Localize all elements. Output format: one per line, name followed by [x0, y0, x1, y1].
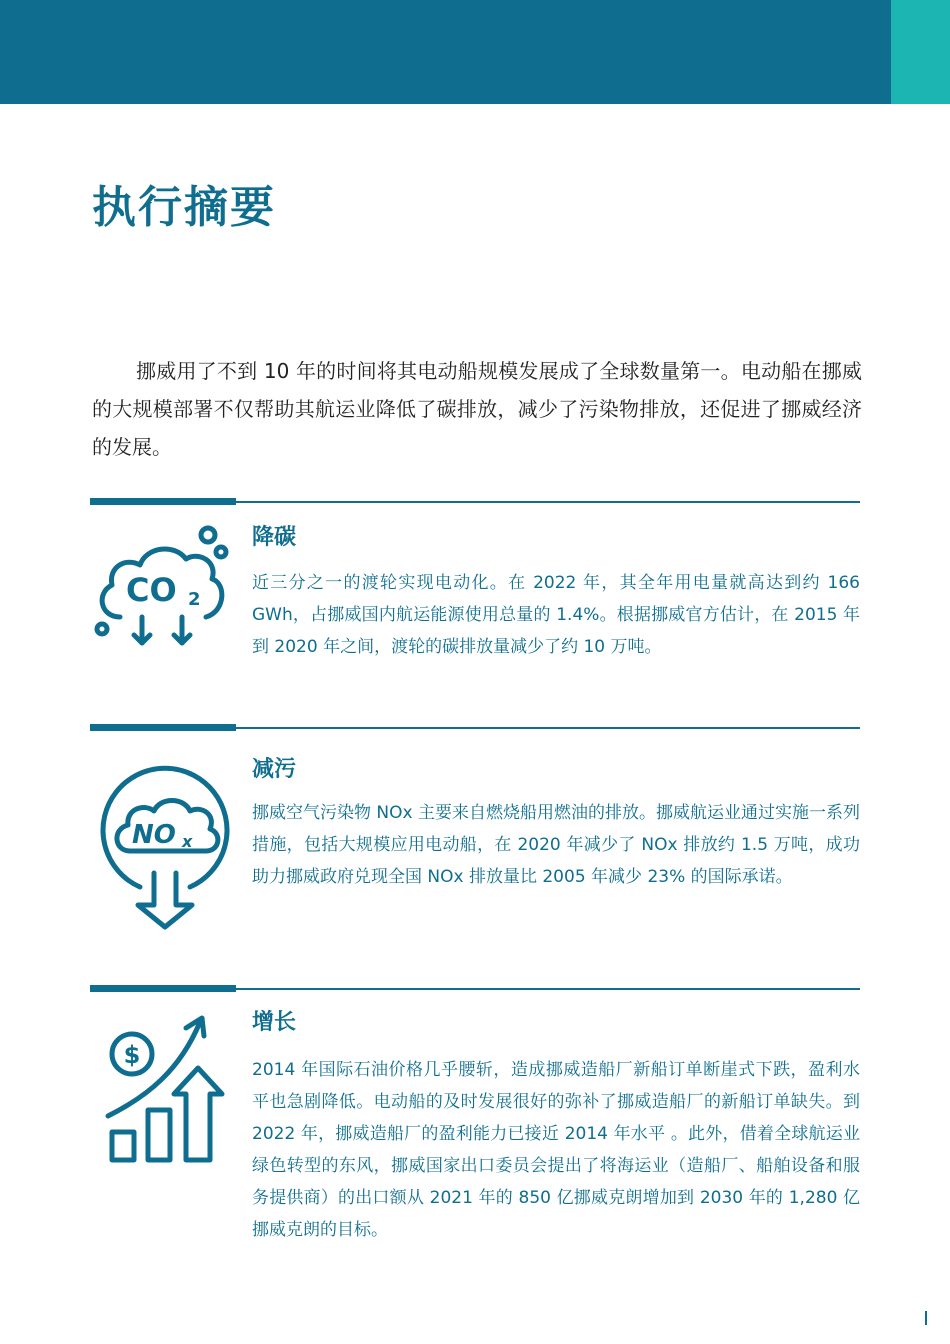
- section-divider-accent: [90, 985, 236, 992]
- intro-paragraph: 挪威用了不到 10 年的时间将其电动船规模发展成了全球数量第一。电动船在挪威的大规模部署不仅帮助其航运业降低了碳排放，减少了污染物排放，还促进了挪威经济的发展。: [92, 359, 862, 459]
- page-title: 执行摘要: [92, 182, 276, 233]
- co2-cloud-icon: [90, 521, 240, 651]
- section-body: 近三分之一的渡轮实现电动化。在 2022 年，其全年用电量就高达到约 166 GWh，占挪威国内航运能源使用总量的 1.4%。根据挪威官方估计，在 2015 年到 2020 年之间，渡轮的碳排放量减少了约 10 万吨。: [252, 573, 860, 657]
- growth-chart-icon: [90, 1014, 240, 1170]
- section-divider-accent: [90, 724, 236, 731]
- section-divider-accent: [90, 498, 236, 505]
- header-band: [0, 0, 891, 104]
- nox-icon-subscript: x: [182, 832, 193, 851]
- header-accent-block: [891, 0, 950, 104]
- nox-icon-label: NO: [132, 820, 176, 850]
- dollar-icon-label: $: [123, 1041, 141, 1069]
- nox-reduction-icon: [90, 755, 240, 931]
- section-body: 挪威空气污染物 NOx 主要来自燃烧船用燃油的排放。挪威航运业通过实施一系列措施，包括大规模应用电动船，在 2020 年减少了 NOx 排放约 1.5 万吨，成功助力挪威政府兑现全国 NOx 排放量比 2005 年减少 23% 的国际承诺。: [252, 803, 860, 887]
- co2-icon-subscript: 2: [188, 589, 201, 610]
- co2-icon-label: CO: [126, 571, 177, 609]
- section-body: 2014 年国际石油价格几乎腰斩，造成挪威造船厂新船订单断崖式下跌，盈利水平也急剧降低。电动船的及时发展很好的弥补了挪威造船厂的新船订单缺失。到 2022 年，挪威造船厂的盈利能力已接近 2014 年水平 。此外，借着全球航运业绿色转型的东风，挪威国家出口委员会提出了将海运业（造船厂、船舶设备和服务提供商）的出口额从 2021 年的 850 亿挪威克朗增加到 2030 年的 1,280 亿挪威克朗的目标。: [252, 1060, 860, 1240]
- section-heading: 降碳: [252, 525, 297, 550]
- page-marker: [925, 1311, 927, 1325]
- section-heading: 增长: [252, 1010, 297, 1035]
- section-heading: 减污: [252, 757, 297, 782]
